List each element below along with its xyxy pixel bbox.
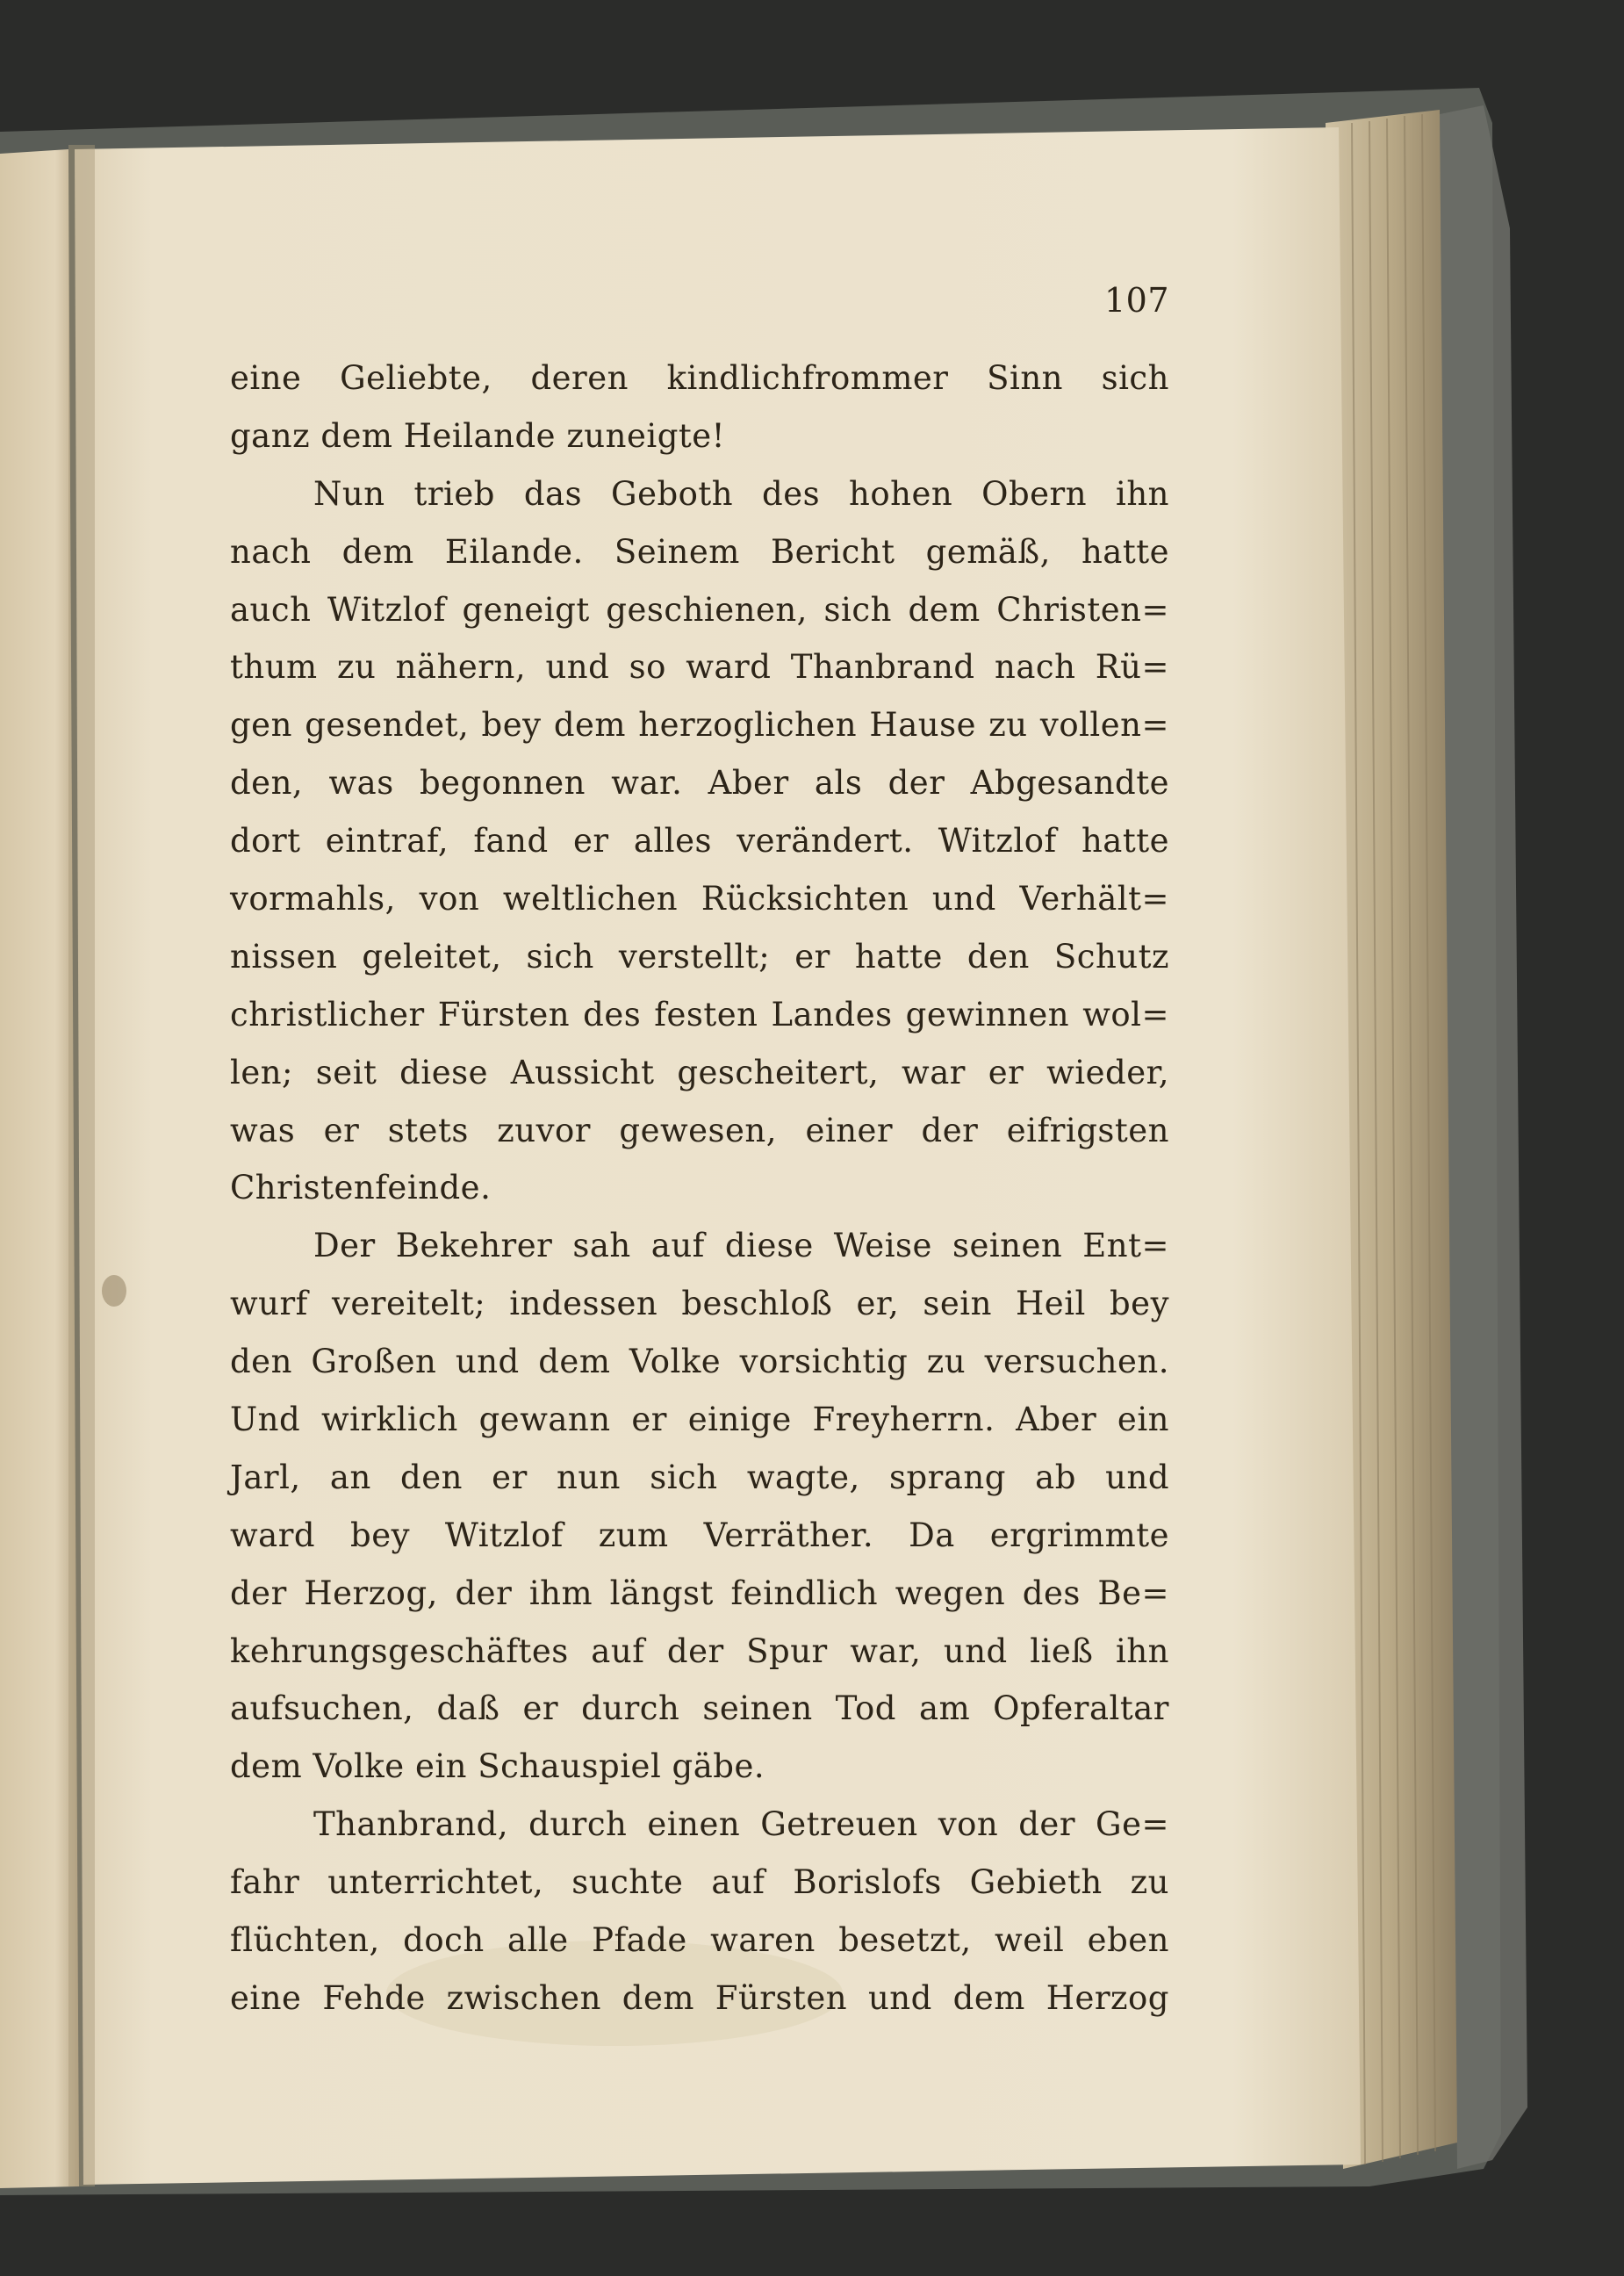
text-line: thum zu nähern, und so ward Thanbrand nach Rü= <box>230 648 1169 687</box>
text-line: dem Volke ein Schauspiel gäbe. <box>230 1747 765 1786</box>
text-line: eine Fehde zwischen dem Fürsten und dem Herzog <box>230 1978 1169 2017</box>
text-line: dort eintraf, fand er alles verändert. Witzlof hatte <box>230 822 1169 861</box>
text-line: flüchten, doch alle Pfade waren besetzt, weil eben <box>230 1921 1169 1960</box>
text-line: aufsuchen, daß er durch seinen Tod am Opferaltar <box>230 1689 1169 1728</box>
text-line: Christenfeinde. <box>230 1169 492 1207</box>
text-lines <box>230 349 1169 2028</box>
text-line: den, was begonnen war. Aber als der Abgesandte <box>230 764 1169 803</box>
text-line: was er stets zuvor gewesen, einer der eifrigsten <box>230 1111 1169 1149</box>
text-line: gen gesendet, bey dem herzoglichen Hause zu vollen= <box>230 706 1169 745</box>
text-line: ward bey Witzlof zum Verräther. Da ergrimmte <box>230 1516 1169 1554</box>
text-line: den Großen und dem Volke vorsichtig zu versuchen. <box>230 1343 1169 1381</box>
text-line: fahr unterrichtet, suchte auf Borislofs Gebieth zu <box>230 1863 1169 1902</box>
text-line: len; seit diese Aussicht gescheitert, war er wieder, <box>230 1053 1169 1091</box>
text-line: nissen geleitet, sich verstellt; er hatte den Schutz <box>230 937 1169 976</box>
text-line: Nun trieb das Geboth des hohen Obern ihn <box>313 474 1169 513</box>
text-line: Und wirklich gewann er einige Freyherrn. Aber ein <box>230 1401 1169 1439</box>
text-line: vormahls, von weltlichen Rücksichten und Verhält= <box>230 880 1169 918</box>
text-line: wurf vereitelt; indessen beschloß er, sein Heil bey <box>230 1285 1169 1323</box>
text-line: ganz dem Heilande zuneigte! <box>230 416 726 455</box>
text-line: nach dem Eilande. Seinem Bericht gemäß, hatte <box>230 532 1169 571</box>
text-line: auch Witzlof geneigt geschienen, sich dem Christen= <box>230 590 1169 629</box>
text-line: Jarl, an den er nun sich wagte, sprang ab und <box>230 1458 1169 1496</box>
paper-stain <box>102 1275 126 1307</box>
text-line: kehrungsgeschäftes auf der Spur war, und ließ ihn <box>230 1631 1169 1670</box>
text-line: eine Geliebte, deren kindlichfrommer Sinn sich <box>230 359 1169 397</box>
page-number: 107 <box>1103 281 1169 320</box>
gutter-shadow <box>68 145 95 2186</box>
text-line: Der Bekehrer sah auf diese Weise seinen Ent= <box>313 1227 1169 1265</box>
text-line: christlicher Fürsten des festen Landes gewinnen wol= <box>230 995 1169 1034</box>
text-line: der Herzog, der ihm längst feindlich wegen des Be= <box>230 1574 1169 1612</box>
text-line: Thanbrand, durch einen Getreuen von der Ge= <box>313 1805 1169 1844</box>
left-page <box>0 149 79 2188</box>
